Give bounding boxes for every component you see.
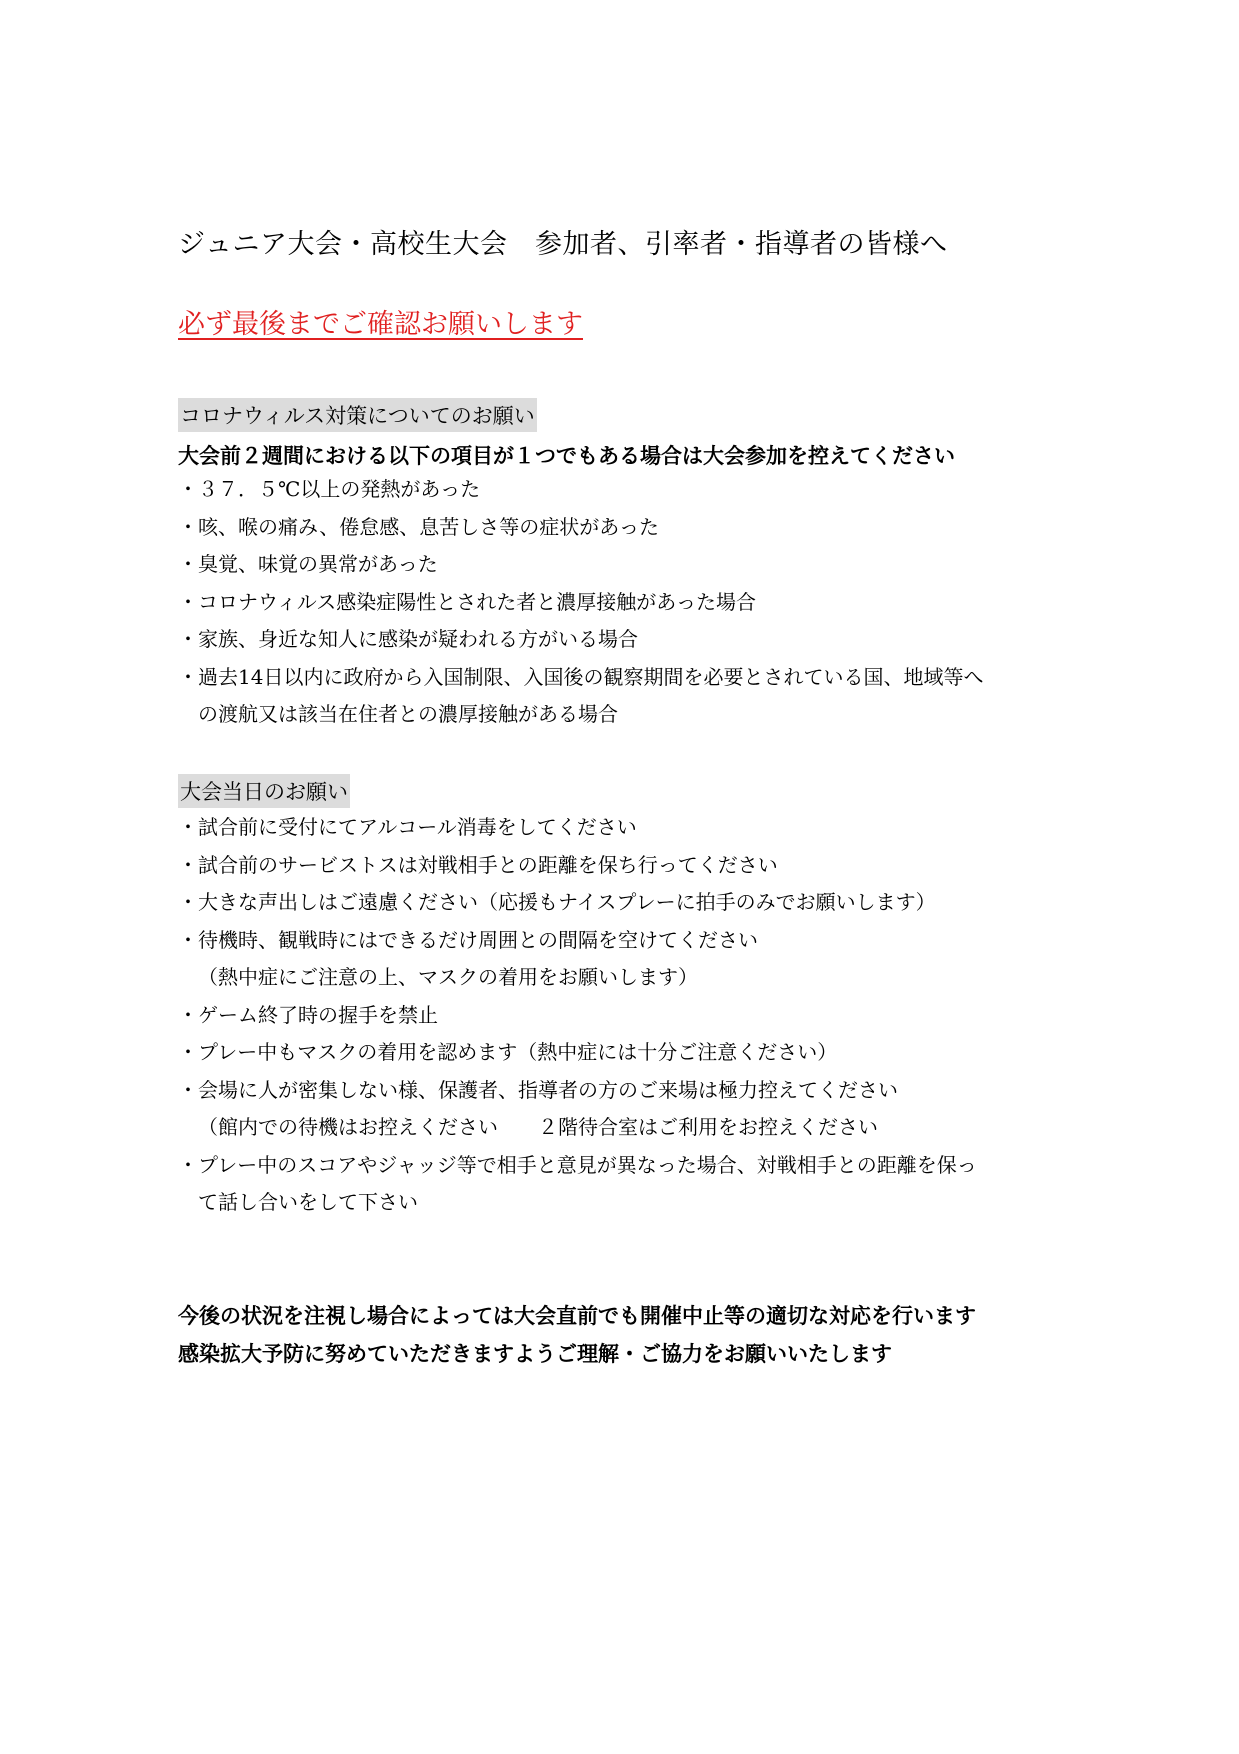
list-item: [178, 546, 983, 584]
section-heading-corona-measures: コロナウィルス対策についてのお願い: [178, 398, 537, 432]
list-item: [178, 1072, 977, 1110]
event-day-list: [178, 809, 977, 1222]
list-item: [178, 1034, 977, 1072]
list-item-text: 家族、身近な知人に感染が疑われる方がいる場合: [198, 627, 638, 651]
section-subheading-restrictions: 大会前２週間における以下の項目が１つでもある場合は大会参加を控えてください: [178, 443, 955, 468]
bullet-mark: ・: [178, 852, 198, 877]
list-item-continuation: [178, 1184, 977, 1222]
list-item-text: （熱中症にご注意の上、マスクの着用をお願いします）: [198, 965, 698, 989]
list-item-text: 過去14日以内に政府から入国制限、入国後の観察期間を必要とされている国、地域等へ: [198, 664, 984, 689]
bullet-mark: ・: [178, 1077, 198, 1102]
list-item-text: ３７．５℃以上の発熱があった: [198, 477, 481, 501]
list-item-text: 会場に人が密集しない様、保護者、指導者の方のご来場は極力控えてください: [198, 1077, 898, 1102]
list-item-text: 咳、喉の痛み、倦怠感、息苦しさ等の症状があった: [198, 514, 659, 539]
list-item-text: 試合前のサービストスは対戦相手との距離を保ち行ってください: [198, 852, 778, 877]
list-item: [178, 471, 983, 509]
list-item-continuation: [178, 959, 977, 997]
section-heading-event-day: 大会当日のお願い: [178, 774, 350, 808]
confirmation-notice: 必ず最後までご確認お願いします: [178, 309, 583, 340]
bullet-mark: ・: [178, 815, 198, 839]
list-item: [178, 884, 977, 922]
bullet-mark: ・: [178, 514, 198, 539]
list-item: [178, 659, 983, 697]
list-item-text: コロナウィルス感染症陽性とされた者と濃厚接触があった場合: [198, 589, 756, 614]
list-item-text: 待機時、観戦時にはできるだけ周囲との間隔を空けてください: [198, 927, 758, 952]
list-item-text: プレー中のスコアやジャッジ等で相手と意見が異なった場合、対戦相手との距離を保っ: [198, 1152, 977, 1177]
list-item-text: て話し合いをして下さい: [198, 1190, 418, 1214]
list-item: [178, 584, 983, 622]
list-item-continuation: [178, 1109, 977, 1147]
list-item-text: の渡航又は該当在住者との濃厚接触がある場合: [198, 702, 618, 726]
bullet-mark: ・: [178, 1002, 198, 1027]
bullet-mark: ・: [178, 552, 198, 576]
list-item-text: 臭覚、味覚の異常があった: [198, 552, 438, 576]
list-item-text: 大きな声出しはご遠慮ください（応援もナイスプレーに拍手のみでお願いします）: [198, 890, 936, 914]
list-item-text: （館内での待機はお控えください ２階待合室はご利用をお控えください: [198, 1115, 878, 1139]
bullet-mark: ・: [178, 1040, 198, 1064]
list-item-text: 試合前に受付にてアルコール消毒をしてください: [198, 815, 637, 839]
bullet-mark: ・: [178, 627, 198, 651]
closing-statement-line-2: 感染拡大予防に努めていただきますようご理解・ご協力をお願いいたします: [178, 1341, 892, 1366]
bullet-mark: ・: [178, 589, 198, 614]
closing-statement-line-1: 今後の状況を注視し場合によっては大会直前でも開催中止等の適切な対応を行います: [178, 1303, 976, 1328]
list-item: [178, 1147, 977, 1185]
document-title: ジュニア大会・高校生大会 参加者、引率者・指導者の皆様へ: [178, 229, 948, 260]
bullet-mark: ・: [178, 927, 198, 952]
bullet-mark: ・: [178, 664, 198, 689]
bullet-mark: ・: [178, 890, 198, 914]
list-item: [178, 847, 977, 885]
bullet-mark: ・: [178, 1152, 198, 1177]
list-item-text: ゲーム終了時の握手を禁止: [198, 1002, 438, 1027]
list-item-continuation: [178, 696, 983, 734]
symptom-list: [178, 471, 983, 734]
list-item: [178, 621, 983, 659]
list-item: [178, 922, 977, 960]
list-item: [178, 997, 977, 1035]
list-item: [178, 809, 977, 847]
list-item: [178, 509, 983, 547]
bullet-mark: ・: [178, 477, 198, 501]
list-item-text: プレー中もマスクの着用を認めます（熱中症には十分ご注意ください）: [198, 1040, 838, 1064]
